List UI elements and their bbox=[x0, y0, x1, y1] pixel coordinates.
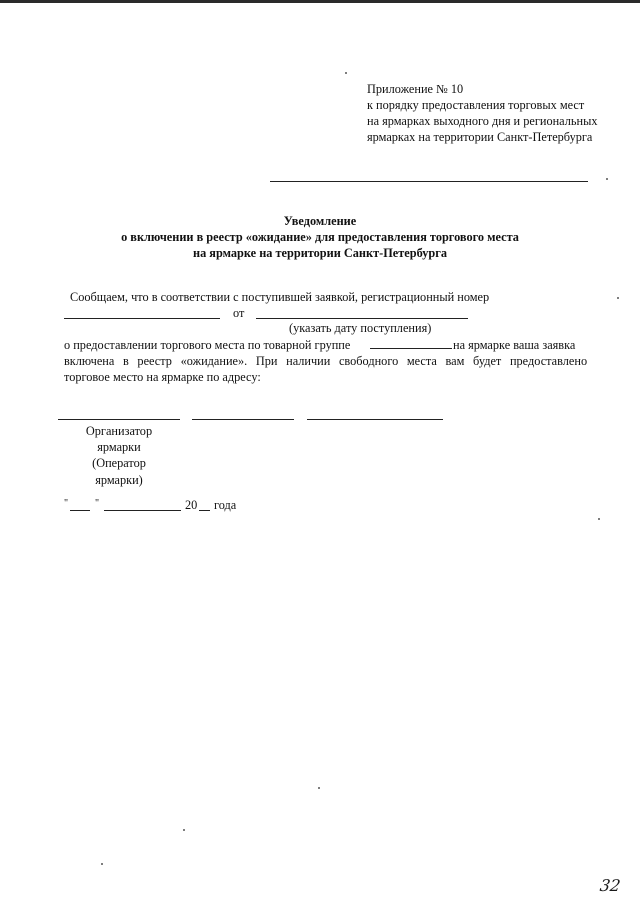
receipt-date-line bbox=[256, 318, 468, 319]
day-line bbox=[70, 510, 90, 511]
registry-word: вам bbox=[445, 354, 465, 368]
registry-word: предоставлено bbox=[509, 354, 588, 368]
registry-word: При bbox=[255, 354, 278, 368]
signature-line bbox=[192, 419, 294, 420]
registry-word: будет bbox=[473, 354, 502, 368]
product-group-text: о предоставлении торгового места по товарной группе bbox=[64, 338, 351, 352]
product-group-tail: на ярмарке ваша заявка bbox=[453, 338, 576, 352]
date-quote-close: " bbox=[95, 498, 100, 509]
organizer-label bbox=[72, 423, 166, 488]
registry-word: «ожидание». bbox=[180, 354, 248, 368]
scan-speck bbox=[617, 297, 619, 299]
registry-word: в bbox=[122, 354, 129, 368]
organizer-label-line-4: ярмарки) bbox=[95, 472, 143, 487]
registry-word: свободного bbox=[338, 354, 399, 368]
organizer-label-line-3: (Оператор bbox=[92, 456, 146, 471]
organizer-signature-line bbox=[58, 419, 180, 420]
registry-word: места bbox=[406, 354, 437, 368]
notice-title-line-3: на ярмарке на территории Санкт-Петербурга bbox=[193, 246, 447, 260]
scan-speck bbox=[606, 178, 608, 180]
registration-number-line bbox=[64, 318, 220, 319]
year-prefix: 20 bbox=[185, 498, 198, 512]
appendix-header bbox=[367, 81, 597, 145]
address-text: торговое место на ярмарке по адресу: bbox=[64, 370, 261, 384]
page-number: 32 bbox=[598, 876, 622, 895]
scan-speck bbox=[318, 787, 320, 789]
notice-title bbox=[0, 213, 640, 261]
scan-speck bbox=[183, 829, 185, 831]
date-hint: (указать дату поступления) bbox=[289, 321, 432, 335]
full-name-line bbox=[307, 419, 443, 420]
registry-word: наличии bbox=[286, 354, 331, 368]
date-quote-open: " bbox=[64, 498, 69, 509]
scan-speck bbox=[101, 863, 103, 865]
month-line bbox=[104, 510, 181, 511]
addressee-line bbox=[270, 181, 588, 182]
product-group-line bbox=[370, 348, 452, 349]
intro-text: Сообщаем, что в соответствии с поступившей заявкой, регистрационный номер bbox=[70, 290, 490, 304]
registry-inclusion-line bbox=[64, 353, 587, 369]
appendix-reference-line-3: ярмарках на территории Санкт-Петербурга bbox=[367, 130, 593, 144]
appendix-number: Приложение № 10 bbox=[367, 82, 464, 96]
registry-word: реестр bbox=[137, 354, 172, 368]
notice-title-line-1: Уведомление bbox=[283, 214, 357, 228]
appendix-reference-line-2: на ярмарках выходного дня и региональных bbox=[367, 114, 598, 128]
notice-title-line-2: о включении в реестр «ожидание» для предоставления торгового места bbox=[121, 230, 519, 244]
registry-word: включена bbox=[64, 354, 115, 368]
appendix-reference-line-1: к порядку предоставления торговых мест bbox=[367, 98, 585, 112]
year-suffix: года bbox=[214, 498, 237, 512]
scan-speck bbox=[345, 72, 347, 74]
organizer-label-line-1: Организатор bbox=[85, 424, 153, 438]
from-word: от bbox=[233, 306, 245, 320]
year-line bbox=[199, 510, 210, 511]
organizer-label-line-2: ярмарки bbox=[97, 440, 141, 455]
scan-top-edge bbox=[0, 0, 640, 3]
scan-speck bbox=[598, 518, 600, 520]
